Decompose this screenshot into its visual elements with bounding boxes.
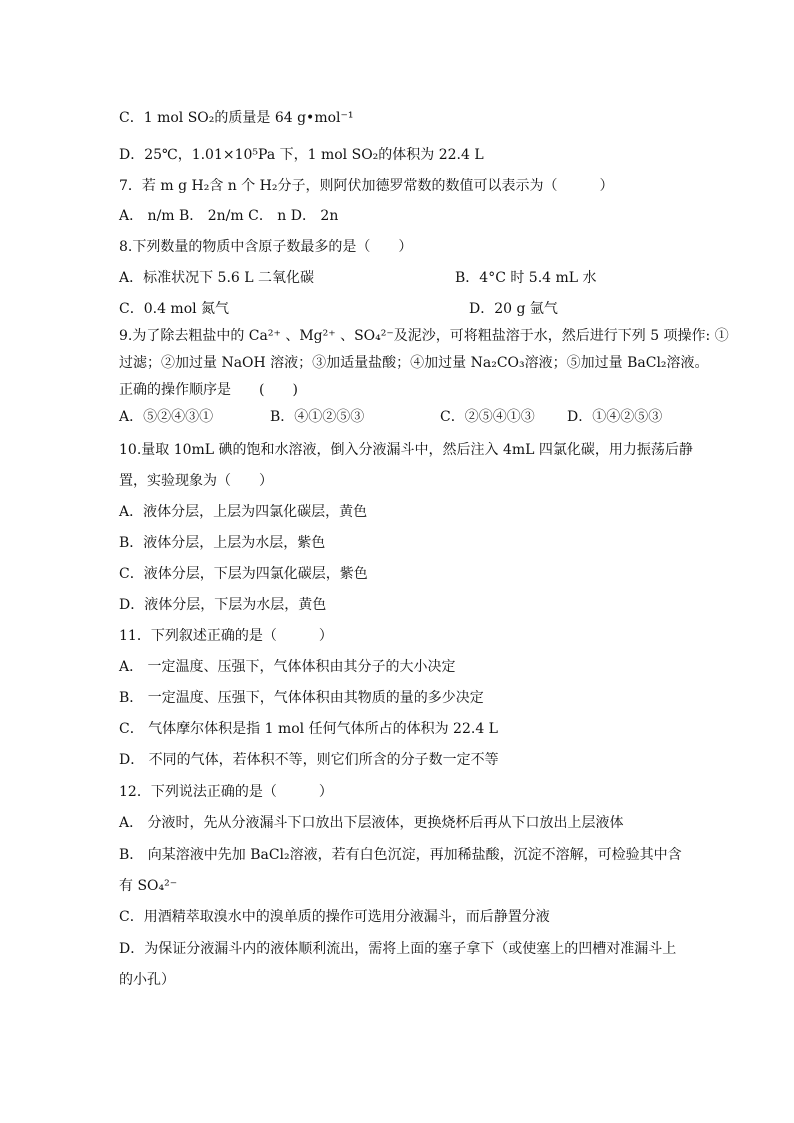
q9-stem-line2: 过滤；②加过量 NaOH 溶液；③加适量盐酸；④加过量 Na₂CO₃溶液；⑤加过量 BaCl₂溶液。 <box>119 355 709 371</box>
q7-stem: 7．若 m g H₂含 n 个 H₂分子，则阿伏加德罗常数的数值可以表示为（ ） <box>119 178 614 194</box>
q6-option-d: D．25℃，1.01×10⁵Pa 下，1 mol SO₂的体积为 22.4 L <box>119 147 484 163</box>
q9-option-c: C．②⑤④①③ <box>440 409 535 425</box>
q11-option-d: D． 不同的气体，若体积不等，则它们所含的分子数一定不等 <box>119 752 499 768</box>
q11-option-c: C． 气体摩尔体积是指 1 mol 任何气体所占的体积为 22.4 L <box>119 721 498 737</box>
q12-option-c: C．用酒精萃取溴水中的溴单质的操作可选用分液漏斗，而后静置分液 <box>119 909 550 925</box>
q10-option-a: A．液体分层，上层为四氯化碳层，黄色 <box>119 504 368 520</box>
q10-stem-line1: 10.量取 10mL 碘的饱和水溶液，倒入分液漏斗中，然后注入 4mL 四氯化碳，用力振荡后静 <box>119 442 693 458</box>
q8-option-c: C．0.4 mol 氮气 <box>119 301 230 317</box>
q7-options: A． n/m B． 2n/m C． n D． 2n <box>119 208 339 224</box>
q8-stem: 8.下列数量的物质中含原子数最多的是（ ） <box>119 239 413 255</box>
q10-option-b: B．液体分层，上层为水层，紫色 <box>119 535 326 551</box>
q8-option-a: A．标准状况下 5.6 L 二氧化碳 <box>119 270 315 286</box>
q10-stem-line2: 置，实验现象为（ ） <box>119 473 273 489</box>
q8-option-d: D．20 g 氩气 <box>469 301 558 317</box>
q10-option-c: C．液体分层，下层为四氯化碳层，紫色 <box>119 566 368 582</box>
q6-option-c: C．1 mol SO₂的质量是 64 g•mol⁻¹ <box>119 110 354 126</box>
q9-stem-line1: 9.为了除去粗盐中的 Ca²⁺ 、Mg²⁺ 、SO₄²⁻及泥沙，可将粗盐溶于水，然后进行下列 5 项操作: ① <box>119 328 729 344</box>
q11-stem: 11．下列叙述正确的是（ ） <box>119 628 333 644</box>
q12-option-b-line2: 有 SO₄²⁻ <box>119 878 178 894</box>
q9-option-b: B．④①②⑤③ <box>270 409 365 425</box>
q12-option-a: A． 分液时，先从分液漏斗下口放出下层液体，更换烧杯后再从下口放出上层液体 <box>119 815 624 831</box>
q9-option-a: A．⑤②④③① <box>119 409 214 425</box>
q8-option-b: B．4°C 时 5.4 mL 水 <box>455 270 597 286</box>
q12-stem: 12．下列说法正确的是（ ） <box>119 784 333 800</box>
q10-option-d: D．液体分层，下层为水层，黄色 <box>119 597 327 613</box>
q9-stem-line3: 正确的操作顺序是 ( ) <box>119 382 298 398</box>
q11-option-b: B． 一定温度、压强下，气体体积由其物质的量的多少决定 <box>119 690 484 706</box>
q9-option-d: D．①④②⑤③ <box>567 409 663 425</box>
q12-option-d-line2: 的小孔） <box>119 972 175 988</box>
q12-option-b-line1: B． 向某溶液中先加 BaCl₂溶液，若有白色沉淀，再加稀盐酸，沉淀不溶解，可检验其中含 <box>119 847 682 863</box>
q12-option-d-line1: D．为保证分液漏斗内的液体顺利流出，需将上面的塞子拿下（或使塞上的凹槽对准漏斗上 <box>119 941 677 957</box>
q11-option-a: A． 一定温度、压强下，气体体积由其分子的大小决定 <box>119 659 456 675</box>
